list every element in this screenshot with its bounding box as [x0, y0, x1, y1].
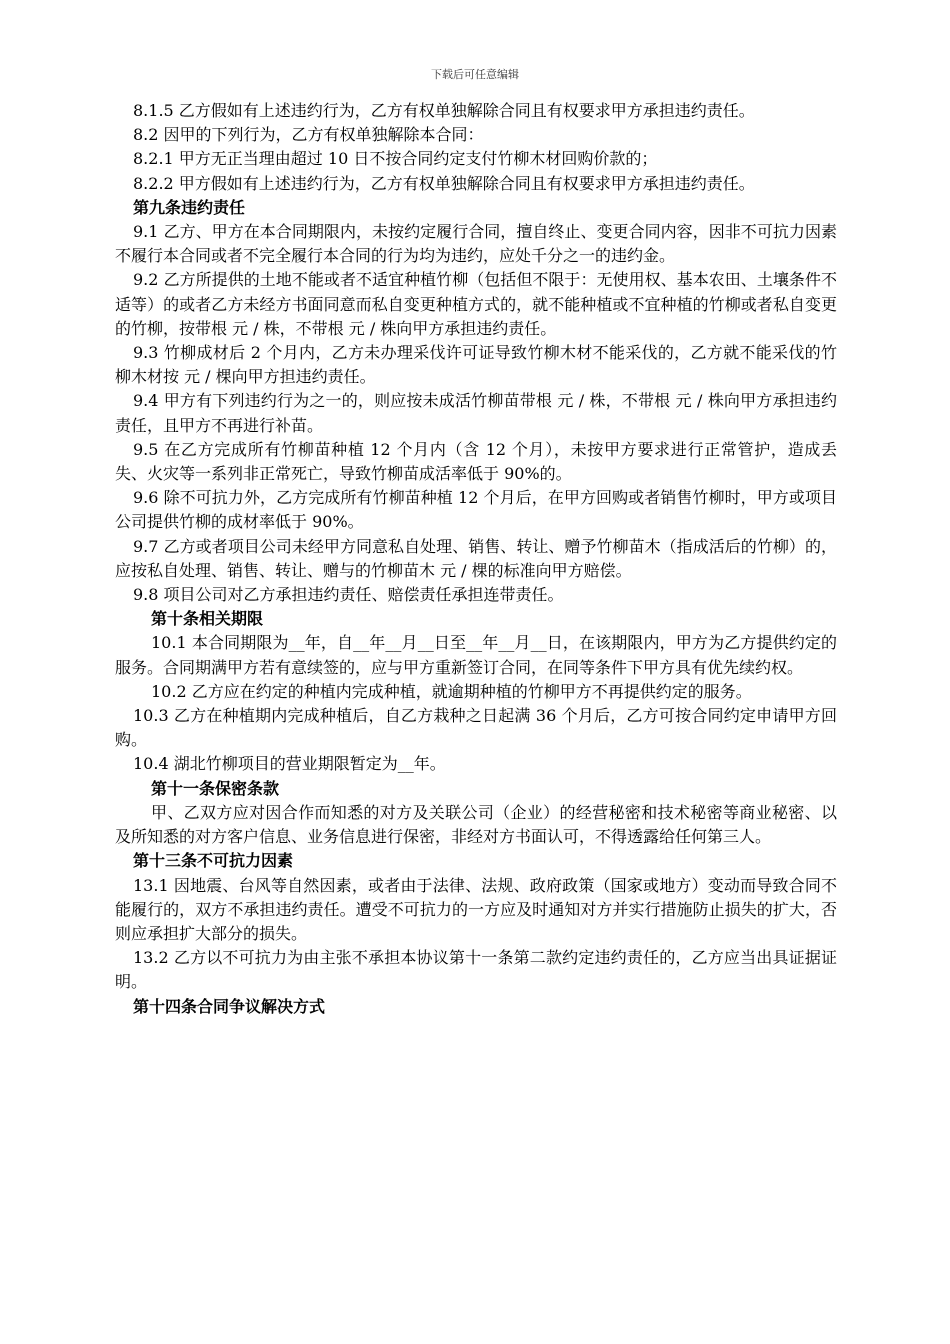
clause-paragraph: 13.1 因地震、台风等自然因素，或者由于法律、法规、政府政策（国家或地方）变动而导致合同不能履行的，双方不承担违约责任。遭受不可抗力的一方应及时通知对方并实行措施防止损失的扩大，否则应承担扩大部分的损失。	[115, 875, 837, 943]
clause-paragraph: 甲、乙双方应对因合作而知悉的对方及关联公司（企业）的经营秘密和技术秘密等商业秘密、以及所知悉的对方客户信息、业务信息进行保密，非经对方书面认可，不得透露给任何第三人。	[115, 802, 837, 847]
section-heading: 第十三条不可抗力因素	[133, 851, 294, 871]
section-heading: 第九条违约责任	[133, 197, 246, 217]
clause-paragraph: 9.7 乙方或者项目公司未经甲方同意私自处理、销售、转让、赠予竹柳苗木（指成活后的竹柳）的，应按私自处理、销售、转让、赠与的竹柳苗木 元 / 棵的标准向甲方赔偿。	[115, 536, 837, 580]
clause-paragraph: 8.2.2 甲方假如有上述违约行为，乙方有权单独解除合同且有权要求甲方承担违约责任。	[133, 173, 755, 193]
clause-paragraph: 10.1 本合同期限为__年，自__年__月__日至__年__月__日，在该期限内，甲方为乙方提供约定的服务。合同期满甲方若有意续签的，应与甲方重新签订合同，在同等条件下甲方具有优先续约权。	[115, 633, 837, 677]
section-heading: 第十条相关期限	[151, 609, 264, 629]
clause-paragraph: 9.4 甲方有下列违约行为之一的，则应按未成活竹柳苗带根 元 / 株，不带根 元 / 株向甲方承担违约责任，且甲方不再进行补苗。	[115, 391, 837, 435]
clause-paragraph: 13.2 乙方以不可抗力为由主张不承担本协议第十一条第二款约定违约责任的，乙方应当出具证据证明。	[115, 948, 837, 992]
section-heading: 第十一条保密条款	[151, 778, 280, 798]
clause-paragraph: 9.1 乙方、甲方在本合同期限内，未按约定履行合同，擅自终止、变更合同内容，因非不可抗力因素不履行本合同或者不完全履行本合同的行为均为违约，应处千分之一的违约金。	[115, 222, 837, 266]
clause-paragraph: 8.1.5 乙方假如有上述违约行为，乙方有权单独解除合同且有权要求甲方承担违约责任。	[133, 101, 755, 120]
clause-paragraph: 10.3 乙方在种植期内完成种植后，自乙方栽种之日起满 36 个月后，乙方可按合同约定申请甲方回购。	[115, 706, 837, 750]
clause-paragraph: 9.5 在乙方完成所有竹柳苗种植 12 个月内（含 12 个月），未按甲方要求进行正常管护，造成丢失、火灾等一系列非正常死亡，导致竹柳苗成活率低于 90%的。	[115, 439, 837, 484]
clause-paragraph: 9.2 乙方所提供的土地不能或者不适宜种植竹柳（包括但不限于：无使用权、基本农田、土壤条件不适等）的或者乙方未经方书面同意而私自变更种植方式的，就不能种植或不宜种植的竹柳或者私自变更的竹柳，按带根 元 / 株，不带根 元 / 株向甲方承担违约责任。	[115, 270, 837, 338]
section-heading: 第十四条合同争议解决方式	[133, 996, 326, 1016]
clause-paragraph: 9.6 除不可抗力外，乙方完成所有竹柳苗种植 12 个月后，在甲方回购或者销售竹柳时，甲方或项目公司提供竹柳的成材率低于 90%。	[115, 488, 837, 532]
document-body	[115, 99, 837, 1019]
clause-paragraph: 8.2 因甲的下列行为，乙方有权单独解除本合同：	[133, 125, 484, 145]
clause-paragraph: 8.2.1 甲方无正当理由超过 10 日不按合同约定支付竹柳木材回购价款的；	[133, 149, 658, 169]
clause-paragraph: 10.4 湖北竹柳项目的营业期限暂定为__年。	[133, 754, 446, 774]
clause-paragraph: 9.3 竹柳成材后 2 个月内，乙方未办理采伐许可证导致竹柳木材不能采伐的，乙方就不能采伐的竹柳木材按 元 / 棵向甲方担违约责任。	[115, 343, 837, 387]
clause-paragraph: 9.8 项目公司对乙方承担违约责任、赔偿责任承担连带责任。	[133, 585, 564, 605]
clause-paragraph: 10.2 乙方应在约定的种植内完成种植，就逾期种植的竹柳甲方不再提供约定的服务。	[151, 681, 752, 701]
page-header: 下载后可任意编辑	[431, 68, 519, 81]
